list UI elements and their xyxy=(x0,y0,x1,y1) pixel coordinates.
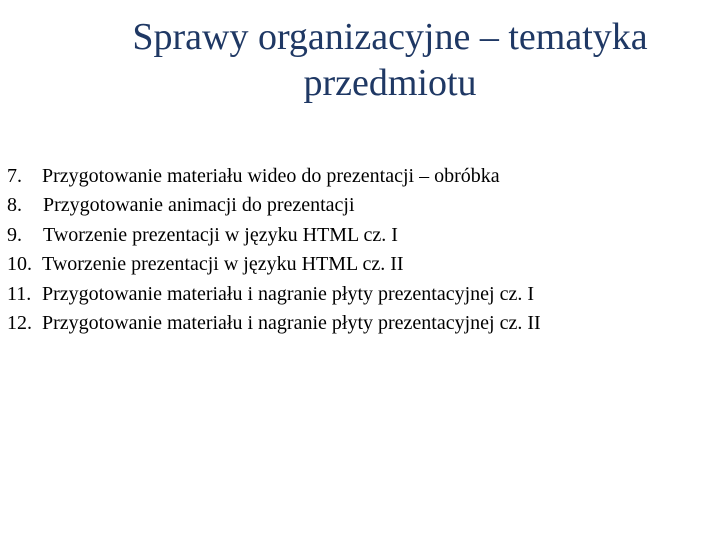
item-text: Tworzenie prezentacji w języku HTML cz. I xyxy=(43,223,398,246)
list-item xyxy=(7,309,712,338)
list-item xyxy=(7,162,712,191)
item-text: Tworzenie prezentacji w języku HTML cz. II xyxy=(42,253,404,276)
list-item xyxy=(7,250,712,279)
item-text: Przygotowanie materiału wideo do prezentacji – obróbka xyxy=(42,165,500,187)
item-text: Przygotowanie animacji do prezentacji xyxy=(43,194,355,217)
item-number: 9. xyxy=(7,223,22,246)
list-item xyxy=(7,191,712,220)
title-line-2: przedmiotu xyxy=(303,62,477,104)
item-number: 10. xyxy=(7,253,32,276)
slide-title xyxy=(60,14,720,106)
topic-list xyxy=(7,162,712,338)
item-number: 7. xyxy=(7,165,22,187)
item-number: 11. xyxy=(7,282,32,305)
list-item xyxy=(7,221,712,250)
item-number: 8. xyxy=(7,194,22,217)
list-item xyxy=(7,280,712,309)
item-text: Przygotowanie materiału i nagranie płyty prezentacyjnej cz. I xyxy=(42,282,535,305)
title-line-1: Sprawy organizacyjne – tematyka xyxy=(132,16,648,58)
item-number: 12. xyxy=(7,312,32,335)
item-text: Przygotowanie materiału i nagranie płyty prezentacyjnej cz. II xyxy=(42,312,541,335)
